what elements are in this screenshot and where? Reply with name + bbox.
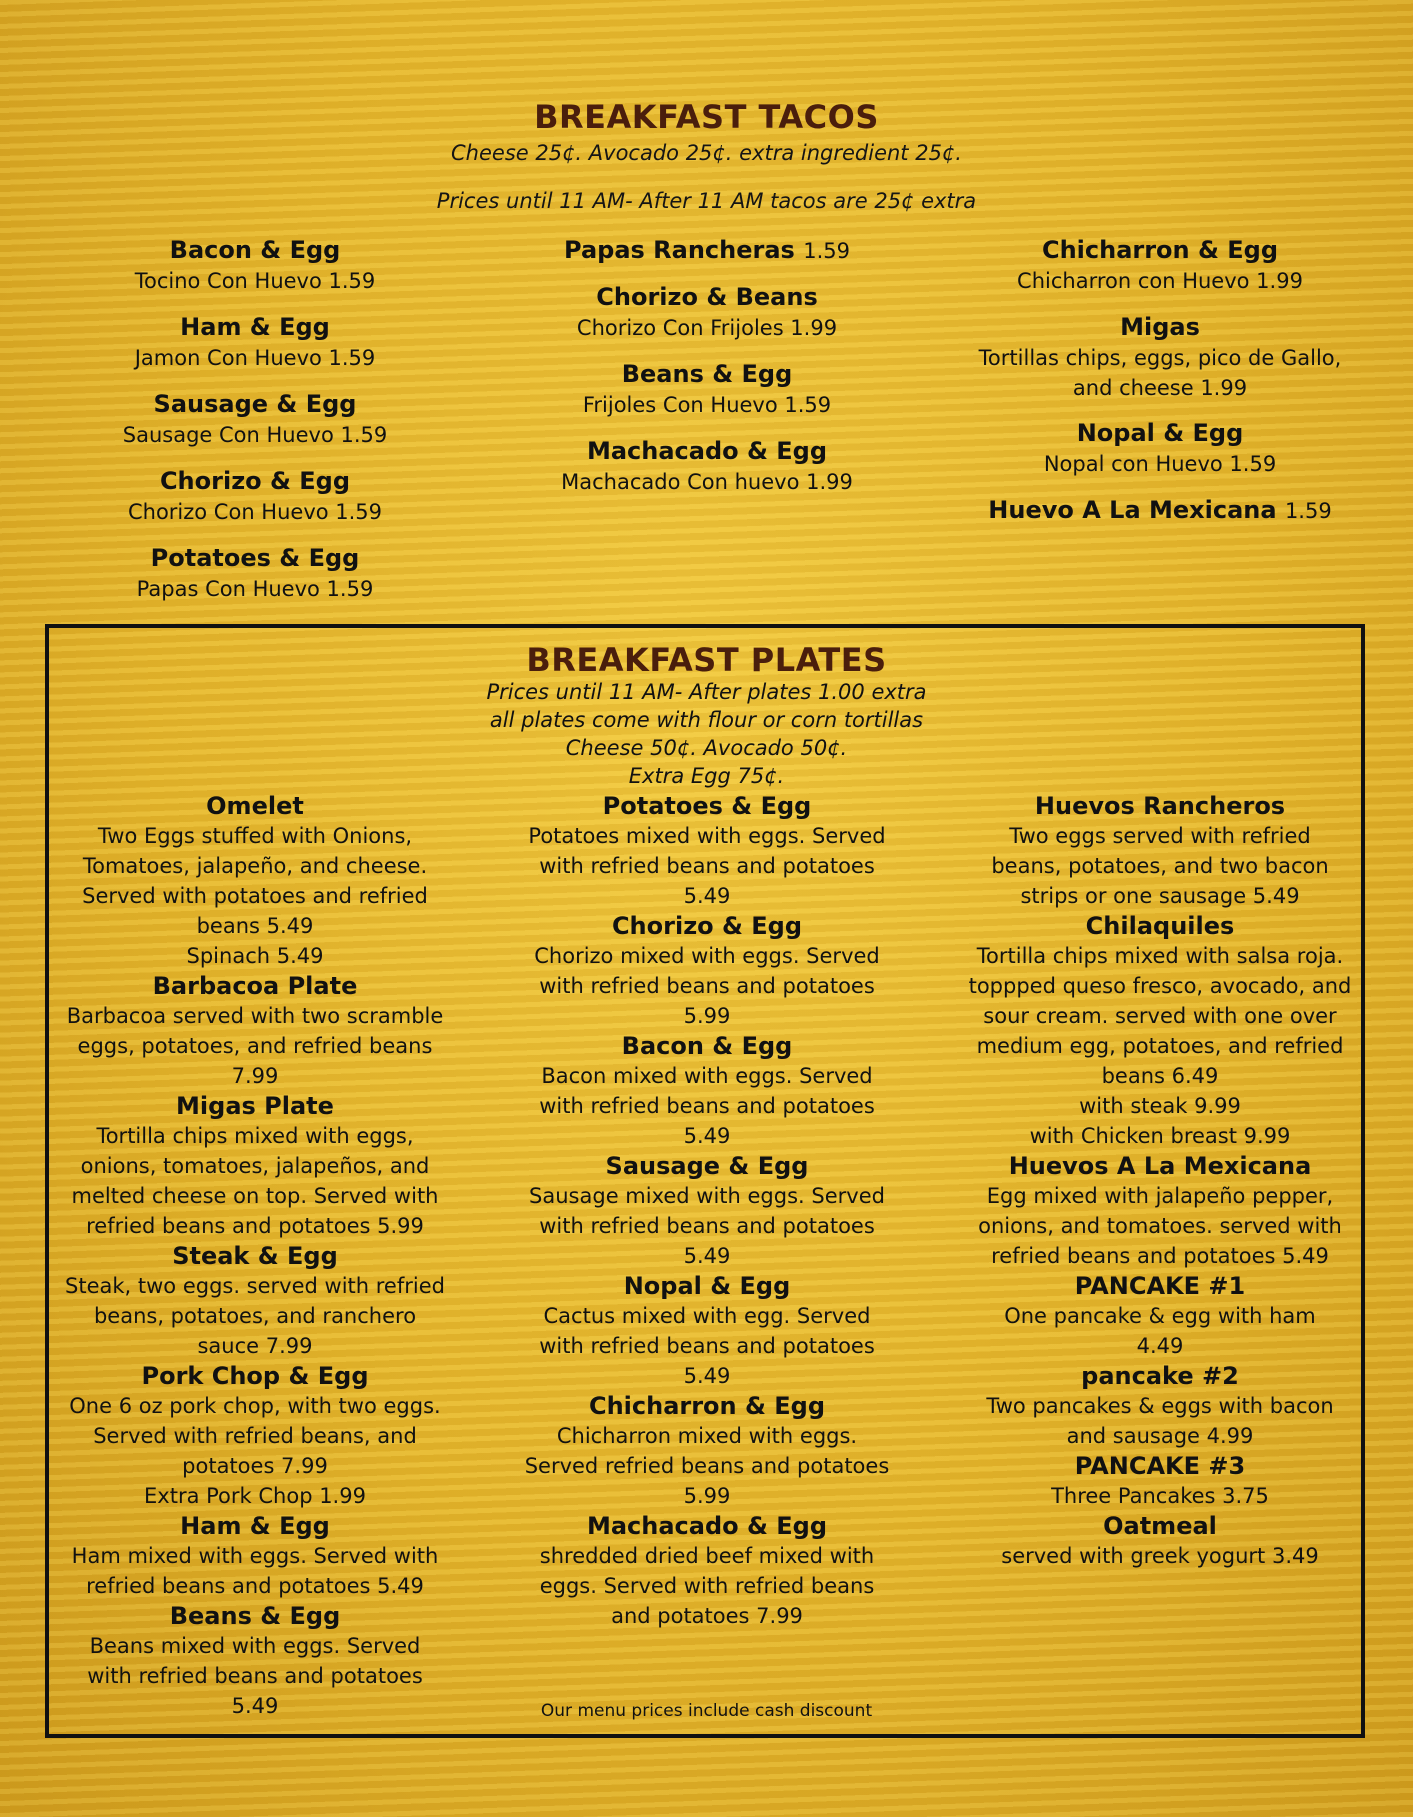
plate-desc-line: Served with potatoes and refried	[82, 884, 428, 908]
taco-item	[487, 234, 927, 267]
plate-desc-line: Chicharron mixed with eggs.	[556, 1424, 858, 1448]
plates-notes	[0, 678, 1413, 790]
taco-name: Huevo A La Mexicana	[988, 496, 1277, 524]
plate-desc-line: Ham mixed with eggs. Served with	[71, 1544, 439, 1568]
plate-name: Sausage & Egg	[605, 1152, 809, 1180]
plate-desc-line: Barbacoa served with two scramble	[66, 1004, 444, 1028]
taco-name: Potatoes & Egg	[150, 544, 360, 572]
plate-name: Potatoes & Egg	[602, 792, 812, 820]
plates-column-3	[950, 791, 1370, 1571]
plate-desc-line: Three Pancakes 3.75	[1051, 1484, 1269, 1508]
plate-name: Machacado & Egg	[586, 1512, 828, 1540]
taco-name: Sausage & Egg	[153, 390, 357, 418]
taco-desc: Papas Con Huevo 1.59	[136, 577, 374, 601]
plate-item	[950, 1361, 1370, 1451]
plate-desc-line: Tortilla chips mixed with salsa roja.	[976, 944, 1344, 968]
plates-title: BREAKFAST PLATES	[526, 641, 887, 679]
plate-desc-line: beans, potatoes, and ranchero	[93, 1304, 417, 1328]
plate-desc-line: and potatoes 7.99	[611, 1604, 803, 1628]
plate-desc-line: 5.49	[683, 1124, 731, 1148]
plate-desc-line: beans 5.49	[196, 914, 314, 938]
plate-name: Nopal & Egg	[623, 1272, 791, 1300]
plate-item	[950, 1271, 1370, 1361]
plate-name: pancake #2	[1081, 1362, 1239, 1390]
plate-item	[45, 1091, 465, 1241]
plate-desc-line: Potatoes mixed with eggs. Served	[528, 824, 886, 848]
plate-desc-line: Served refried beans and potatoes	[524, 1454, 890, 1478]
taco-name: Machacado & Egg	[586, 437, 828, 465]
taco-item	[487, 358, 927, 421]
plate-desc-line: strips or one sausage 5.49	[1020, 884, 1300, 908]
plate-desc-line: Tortilla chips mixed with eggs,	[96, 1124, 414, 1148]
taco-name: Chorizo & Egg	[159, 467, 351, 495]
plate-desc-line: Steak, two eggs. served with refried	[65, 1274, 445, 1298]
plate-desc-line: with refried beans and potatoes	[539, 1334, 875, 1358]
plate-item	[45, 1361, 465, 1511]
plate-desc-line: eggs. Served with refried beans	[539, 1574, 875, 1598]
plate-name: PANCAKE #1	[1074, 1272, 1246, 1300]
plate-name: Pork Chop & Egg	[141, 1362, 369, 1390]
tacos-column-1	[35, 234, 475, 619]
plate-desc-line: sour cream. served with one over	[983, 1004, 1337, 1028]
plate-desc-line: 5.49	[683, 1244, 731, 1268]
plate-name: Chicharron & Egg	[588, 1392, 826, 1420]
plate-name: PANCAKE #3	[1074, 1452, 1246, 1480]
plate-desc-line: 5.49	[683, 884, 731, 908]
taco-item	[35, 234, 475, 297]
plate-item	[497, 1511, 917, 1631]
taco-item	[35, 311, 475, 374]
plate-desc-line: medium egg, potatoes, and refried	[976, 1034, 1344, 1058]
plate-name: Omelet	[206, 792, 304, 820]
plate-desc-line: One pancake & egg with ham	[1004, 1304, 1316, 1328]
plate-item	[497, 791, 917, 911]
plate-desc-line: with refried beans and potatoes	[539, 854, 875, 878]
plate-desc-line: 5.99	[683, 1484, 731, 1508]
plate-item	[950, 1511, 1370, 1571]
plate-name: Barbacoa Plate	[152, 972, 358, 1000]
plate-item	[950, 1151, 1370, 1271]
plate-desc-line: 7.99	[231, 1064, 279, 1088]
plate-item	[497, 911, 917, 1031]
plate-desc-line: Tomatoes, jalapeño, and cheese.	[82, 854, 428, 878]
plate-desc-line: 4.49	[1136, 1334, 1184, 1358]
plate-desc-line: refried beans and potatoes 5.99	[86, 1214, 424, 1238]
plate-desc-line: with Chicken breast 9.99	[1029, 1124, 1291, 1148]
plate-name: Beans & Egg	[169, 1602, 341, 1630]
taco-item	[940, 311, 1380, 403]
taco-name: Migas	[1120, 313, 1200, 341]
plate-desc-line: Egg mixed with jalapeño pepper,	[986, 1184, 1334, 1208]
tacos-column-2	[487, 234, 927, 512]
plate-name: Steak & Egg	[172, 1242, 338, 1270]
plate-name: Bacon & Egg	[621, 1032, 793, 1060]
plates-column-1	[45, 791, 465, 1721]
plate-name: Oatmeal	[1103, 1512, 1217, 1540]
plate-name: Huevos A La Mexicana	[1008, 1152, 1312, 1180]
plate-desc-line: with refried beans and potatoes	[539, 974, 875, 998]
taco-desc: Tocino Con Huevo 1.59	[134, 269, 376, 293]
plate-item	[45, 1511, 465, 1601]
taco-name: Chicharron & Egg	[1041, 236, 1279, 264]
plate-desc-line: with refried beans and potatoes	[539, 1214, 875, 1238]
plate-desc-line: melted cheese on top. Served with	[71, 1184, 439, 1208]
taco-item	[487, 281, 927, 344]
plate-item	[45, 1241, 465, 1361]
plate-desc-line: Beans mixed with eggs. Served	[89, 1634, 421, 1658]
plate-item	[45, 971, 465, 1091]
taco-name: Bacon & Egg	[169, 236, 341, 264]
taco-desc: Chorizo Con Frijoles 1.99	[576, 316, 838, 340]
plate-desc-line: Bacon mixed with eggs. Served	[541, 1064, 873, 1088]
plate-desc-line: Extra Pork Chop 1.99	[144, 1484, 366, 1508]
plate-name: Migas Plate	[176, 1092, 334, 1120]
taco-desc: Sausage Con Huevo 1.59	[122, 423, 388, 447]
plate-desc-line: 5.49	[231, 1694, 279, 1718]
plate-desc-line: One 6 oz pork chop, with two eggs.	[69, 1394, 441, 1418]
taco-name: Chorizo & Beans	[596, 283, 818, 311]
plate-desc-line: Two Eggs stuffed with Onions,	[97, 824, 413, 848]
taco-item	[487, 435, 927, 498]
taco-item	[35, 465, 475, 528]
tacos-extras-note: Cheese 25¢. Avocado 25¢. extra ingredient 25¢.	[451, 141, 962, 165]
tacos-price-note: Prices until 11 AM- After 11 AM tacos are 25¢ extra	[436, 189, 977, 213]
plate-item	[45, 791, 465, 971]
plate-desc-line: sauce 7.99	[197, 1334, 313, 1358]
taco-name: Papas Rancheras	[564, 236, 795, 264]
taco-price: 1.59	[803, 239, 850, 263]
taco-desc: Jamon Con Huevo 1.59	[134, 346, 376, 370]
plate-desc-line: Sausage mixed with eggs. Served	[529, 1184, 885, 1208]
plate-desc-line: Served with refried beans, and	[93, 1424, 417, 1448]
plate-desc-line: refried beans and potatoes 5.49	[991, 1244, 1329, 1268]
taco-desc: Chorizo Con Huevo 1.59	[127, 500, 383, 524]
taco-desc: Tortillas chips, eggs, pico de Gallo,	[978, 346, 1342, 370]
plate-desc-line: Chorizo mixed with eggs. Served	[534, 944, 880, 968]
plate-desc-line: onions, and tomatoes. served with	[978, 1214, 1342, 1238]
plate-item	[497, 1031, 917, 1151]
plate-desc-line: potatoes 7.99	[182, 1454, 328, 1478]
taco-desc: Frijoles Con Huevo 1.59	[582, 393, 832, 417]
tacos-title: BREAKFAST TACOS	[534, 98, 879, 136]
plate-desc-line: with refried beans and potatoes	[87, 1664, 423, 1688]
taco-desc: and cheese 1.99	[1072, 376, 1248, 400]
plate-item	[950, 791, 1370, 911]
plate-desc-line: Spinach 5.49	[186, 944, 324, 968]
tacos-column-3	[940, 234, 1380, 541]
plate-desc-line: Cactus mixed with egg. Served	[543, 1304, 871, 1328]
plate-desc-line: refried beans and potatoes 5.49	[86, 1574, 424, 1598]
plate-desc-line: onions, tomatoes, jalapeños, and	[80, 1154, 430, 1178]
plate-desc-line: beans 6.49	[1101, 1064, 1219, 1088]
plate-desc-line: shredded dried beef mixed with	[539, 1544, 875, 1568]
plate-item	[950, 1451, 1370, 1511]
plate-desc-line: 5.99	[683, 1004, 731, 1028]
plate-name: Huevos Rancheros	[1034, 792, 1286, 820]
taco-item	[940, 234, 1380, 297]
plate-name: Chilaquiles	[1085, 912, 1235, 940]
plate-item	[497, 1271, 917, 1391]
plates-note: Extra Egg 75¢.	[628, 764, 785, 788]
plate-desc-line: Two eggs served with refried	[1009, 824, 1311, 848]
plates-column-2	[497, 791, 917, 1631]
cash-discount-note: Our menu prices include cash discount	[540, 1701, 873, 1721]
taco-desc: Machacado Con huevo 1.99	[561, 470, 853, 494]
taco-item	[940, 417, 1380, 480]
plate-name: Ham & Egg	[180, 1512, 330, 1540]
plate-desc-line: eggs, potatoes, and refried beans	[77, 1034, 433, 1058]
plate-desc-line: and sausage 4.99	[1066, 1424, 1254, 1448]
taco-name: Ham & Egg	[180, 313, 330, 341]
plates-note: Cheese 50¢. Avocado 50¢.	[565, 736, 848, 760]
taco-name: Nopal & Egg	[1076, 419, 1244, 447]
plate-item	[950, 911, 1370, 1151]
plate-item	[497, 1151, 917, 1271]
plate-desc-line: toppped queso fresco, avocado, and	[968, 974, 1352, 998]
plates-note: all plates come with flour or corn tortillas	[489, 708, 924, 732]
taco-desc: Nopal con Huevo 1.59	[1043, 452, 1277, 476]
plate-desc-line: served with greek yogurt 3.49	[1001, 1544, 1319, 1568]
plate-desc-line: beans, potatoes, and two bacon	[991, 854, 1329, 878]
plate-desc-line: Two pancakes & eggs with bacon	[986, 1394, 1334, 1418]
plates-note: Prices until 11 AM- After plates 1.00 extra	[486, 680, 927, 704]
taco-item	[35, 542, 475, 605]
taco-item	[35, 388, 475, 451]
taco-desc: Chicharron con Huevo 1.99	[1017, 269, 1303, 293]
plate-item	[497, 1391, 917, 1511]
taco-name: Beans & Egg	[621, 360, 793, 388]
plate-name: Chorizo & Egg	[611, 912, 803, 940]
plate-desc-line: with steak 9.99	[1079, 1094, 1241, 1118]
taco-item	[940, 494, 1380, 527]
taco-price: 1.59	[1284, 499, 1332, 523]
plate-desc-line: 5.49	[683, 1364, 731, 1388]
plate-desc-line: with refried beans and potatoes	[539, 1094, 875, 1118]
